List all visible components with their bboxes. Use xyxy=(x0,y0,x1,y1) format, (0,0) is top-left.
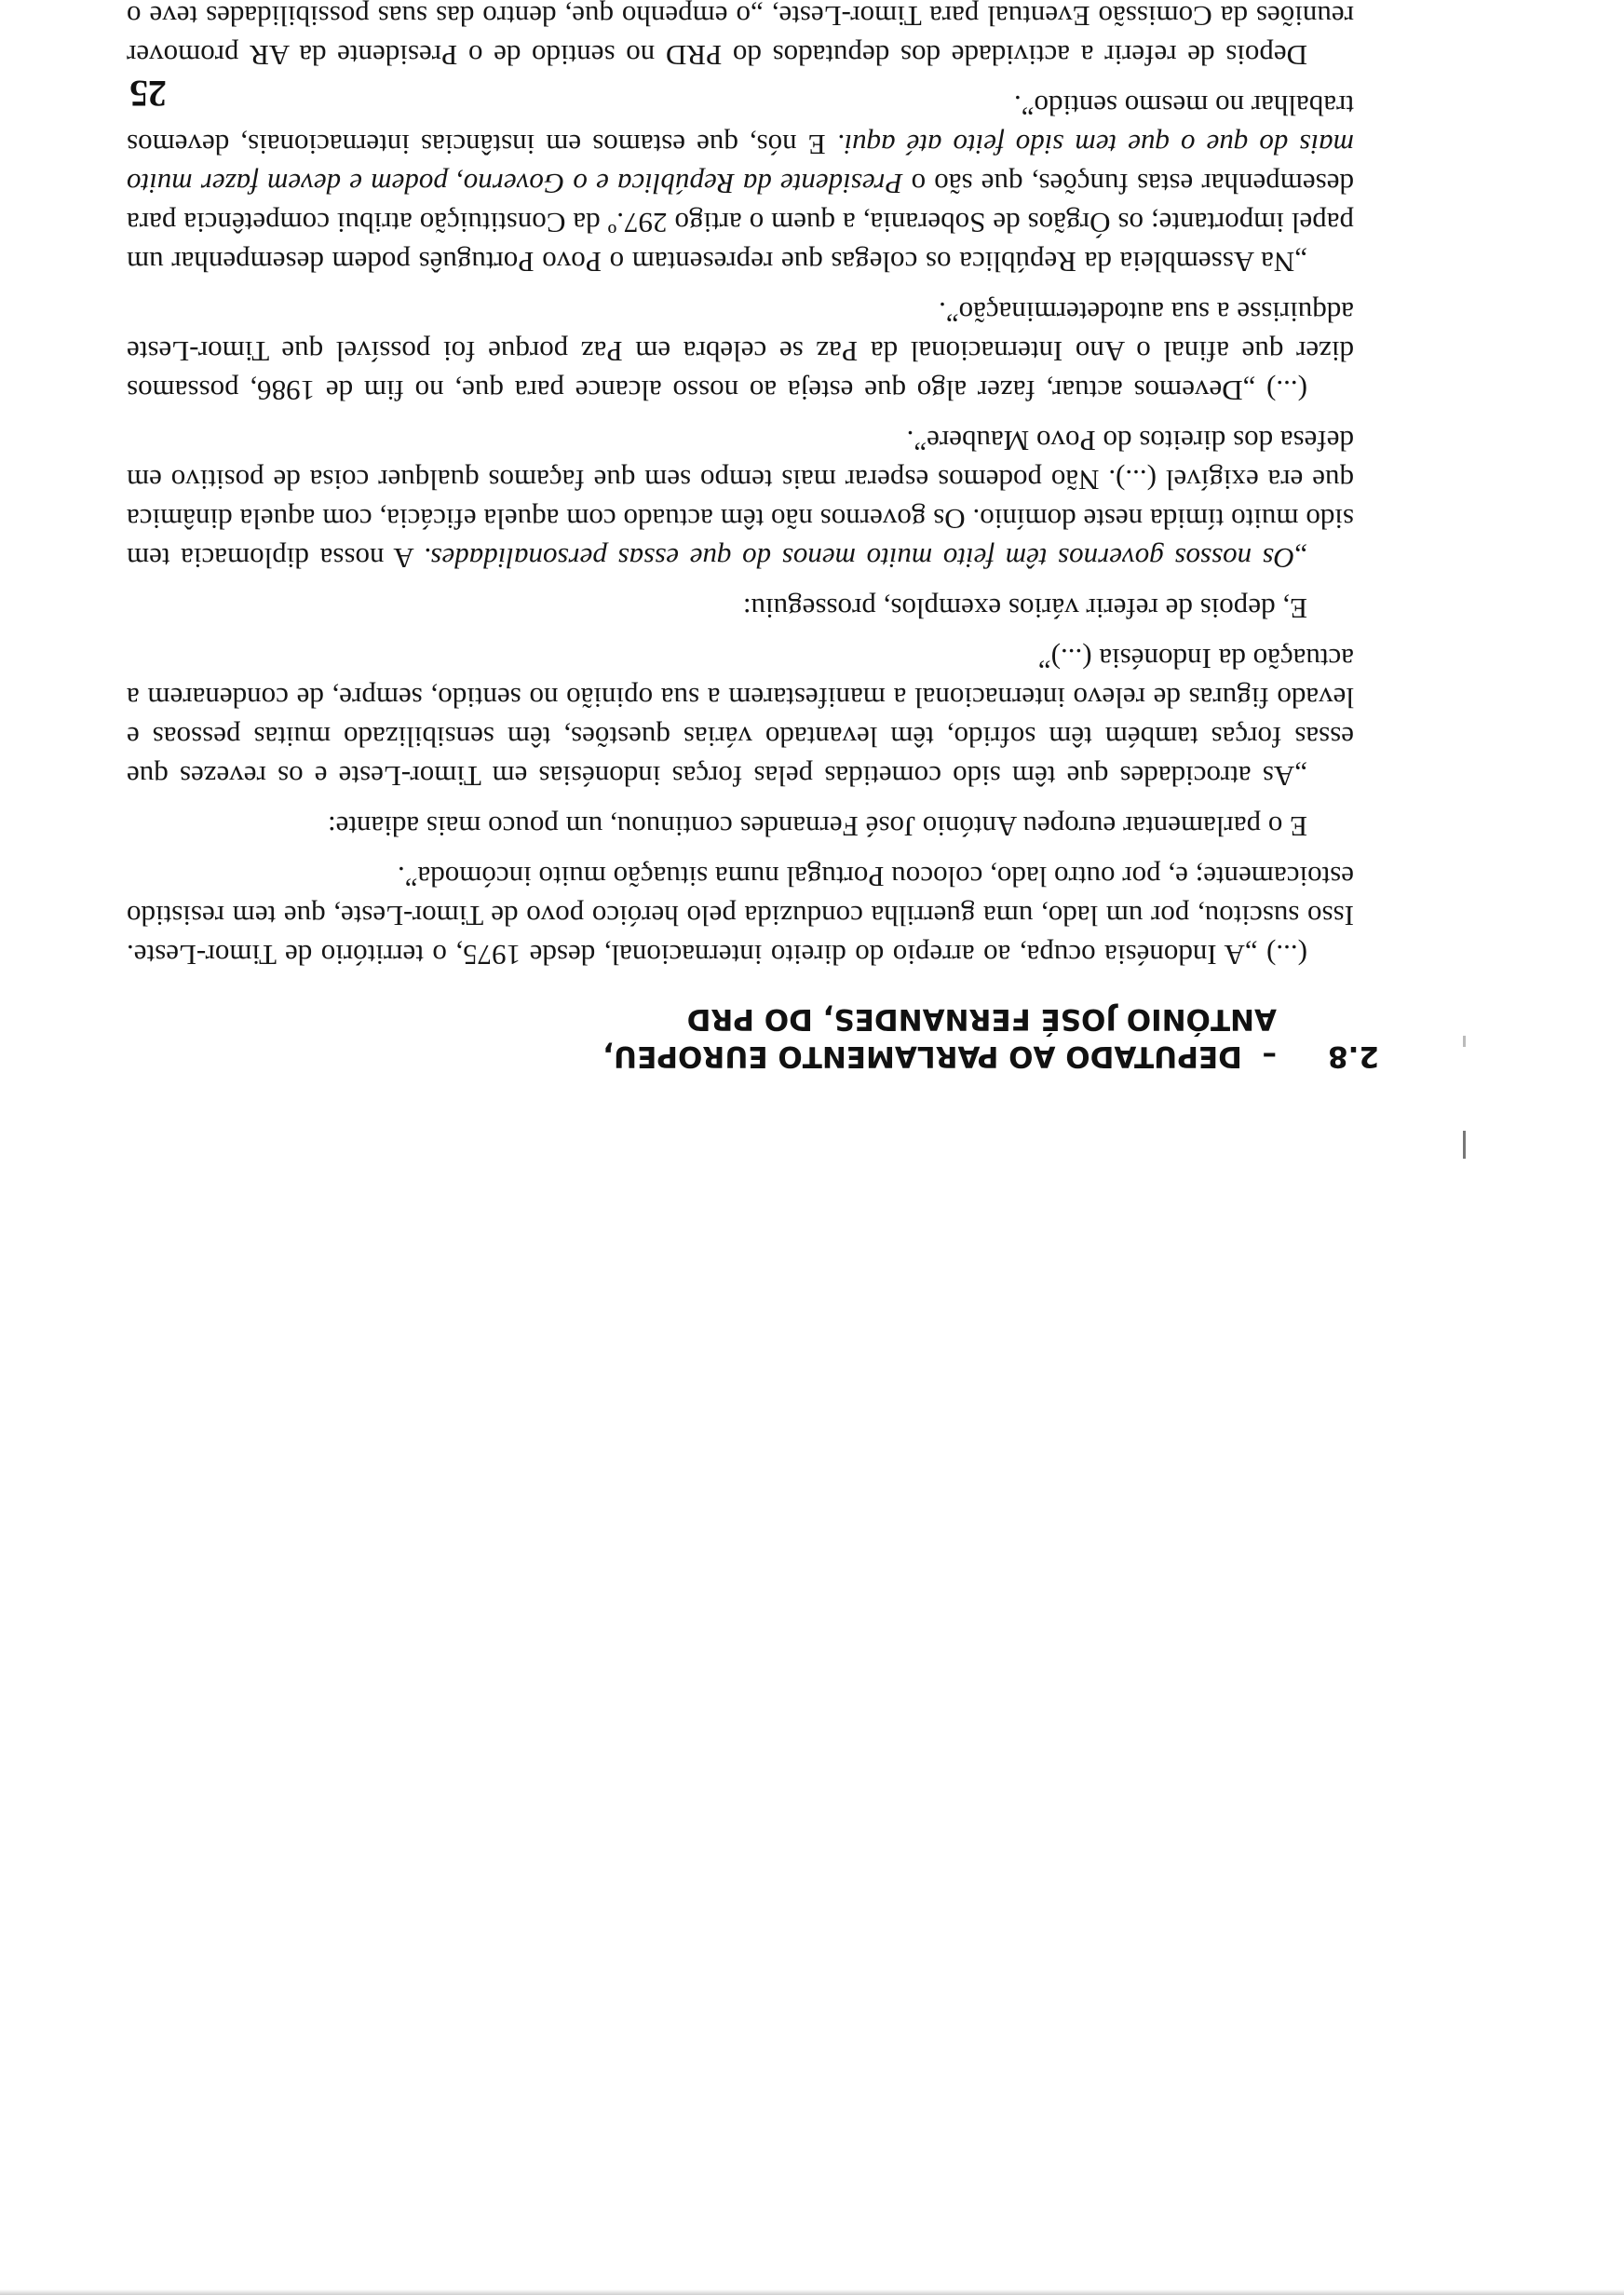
italic-run: Os nossos governos têm feito muito menos do que essas personalidades. xyxy=(423,542,1295,575)
body-paragraph xyxy=(127,639,1354,795)
body-paragraph xyxy=(127,421,1354,577)
section-number: 2.8 xyxy=(1328,1039,1379,1073)
text-run: „As atrocidades que têm sido cometidas pelas forças indonésias em Timor-Leste e os revezes que essas forças também têm sofrido, têm levantado várias questões, têm sensibilizado muitas pessoas e levado figuras de relevo internacional a manifestarem a sua opinião no sentido, sempre, de condenarem a actuação da Indonésia (...)” xyxy=(127,643,1354,793)
text-run: „Na Assembleia da República os colegas que representam o Povo Português podem desempenhar um papel importante; os Órgãos de Soberania, a quem o artigo 297.º da Constituição atribui competência para desempenhar estas funções, que são o xyxy=(127,168,1354,278)
body-text xyxy=(127,0,1354,974)
text-run: „ xyxy=(1294,542,1307,575)
section-heading xyxy=(262,1000,1379,1075)
section-dash: – xyxy=(1262,1039,1277,1073)
body-paragraph xyxy=(127,589,1354,628)
text-run: (...) „Devemos actuar, fazer algo que esteja ao nosso alcance para que, no fim de 1986, possamos dizer que afinal o Ano Internacional da Paz se celebra em Paz porque foi possível que Timor-Leste adquirisse a sua autodeterminação”. xyxy=(127,296,1354,407)
section-title: DEPUTADO AO PARLAMENTO EUROPEU, xyxy=(602,1039,1242,1073)
italic-run: Presidente da República e o Governo, podem e devem fazer muito mais do que o que tem sido feito até aqui. xyxy=(127,129,1354,200)
text-run: E o parlamentar europeu António José Fernandes continuou, um pouco mais adiante: xyxy=(327,810,1307,843)
body-paragraph xyxy=(127,0,1354,75)
text-run: E nós, que estamos em instâncias internacionais, devemos trabalhar no mesmo sentido”. xyxy=(127,89,1354,161)
page-number: 25 xyxy=(129,73,167,115)
body-paragraph xyxy=(127,807,1354,846)
text-run: A nossa diplomacia tem sido muito tímida neste domínio. Os governos não têm actuado com aquela eficácia, com aquela dinâmica que era exigível (...). Não podemos esperar mais tempo sem que façamos qualquer coisa de positivo em defesa dos direitos do Povo Maubere”. xyxy=(127,425,1354,575)
section-subtitle: ANTÓNIO JOSÉ FERNANDES, DO PRD xyxy=(686,1002,1277,1036)
margin-mark xyxy=(1463,1036,1466,1047)
text-run: Depois de referir a actividade dos deputados do PRD no sentido de o Presidente da AR promover reuniões da Comissão Eventual para Timor-Leste, „o empenho que, dentro das suas possibilidades teve o xyxy=(127,0,1354,72)
margin-mark xyxy=(1463,1131,1466,1159)
text-run: (...) „A Indonésia ocupa, ao arrepio do direito internacional, desde 1975, o território de Timor-Leste. Isso suscitou, por um lado, uma guerrilha conduzida pelo heróico povo de Timor-Leste, que tem resistido estoicamente; e, por outro lado, colocou Portugal numa situação muito incómoda”. xyxy=(127,861,1354,971)
text-run: E, depois de referir vários exemplos, prosseguiu: xyxy=(742,592,1307,625)
body-paragraph xyxy=(127,86,1354,281)
body-paragraph xyxy=(127,857,1354,974)
page-edge-shadow xyxy=(0,2289,1624,2295)
body-paragraph xyxy=(127,292,1354,410)
